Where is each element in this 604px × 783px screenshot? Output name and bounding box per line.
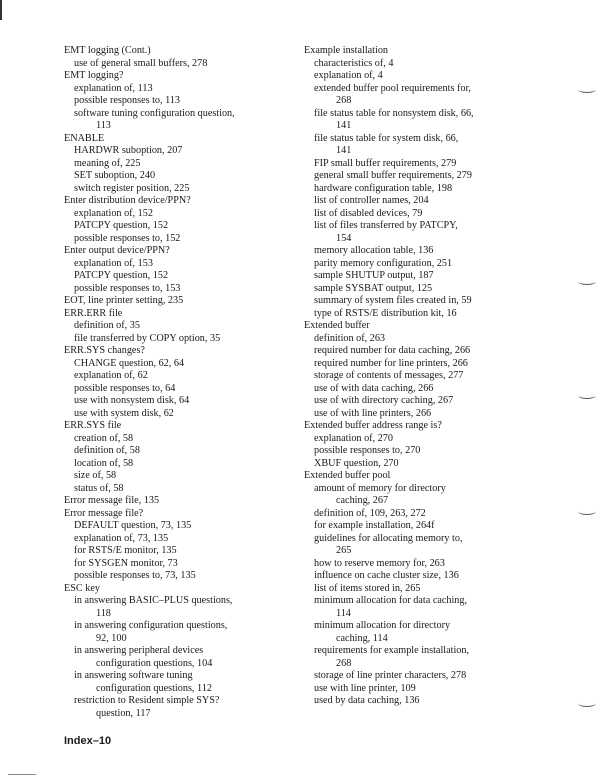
index-entry: requirements for example installation, xyxy=(314,645,470,656)
index-entry: how to reserve memory for, 263 xyxy=(314,557,445,569)
margin-mark xyxy=(578,508,596,515)
index-entry: question, 117 xyxy=(96,707,151,719)
index-entry: use with nonsystem disk, 64 xyxy=(74,395,190,406)
index-entry: general small buffer requirements, 279 xyxy=(314,170,472,181)
index-entry: file status table for nonsystem disk, 66, xyxy=(314,107,474,119)
index-entry: 154 xyxy=(336,232,352,244)
index-entry: size of, 58 xyxy=(74,470,117,481)
index-entry: storage of contents of messages, 277 xyxy=(314,370,464,381)
index-entry: Extended buffer address range is? xyxy=(304,420,442,431)
index-entry: Extended buffer xyxy=(304,320,370,331)
index-column-right xyxy=(304,45,540,708)
index-entry: use of with line printers, 266 xyxy=(314,407,432,419)
index-entry: caching, 267 xyxy=(336,495,389,506)
scan-artifact-line xyxy=(8,774,36,775)
index-entry: configuration questions, 112 xyxy=(96,682,212,694)
index-entry: required number for data caching, 266 xyxy=(314,345,471,356)
index-entry: use with system disk, 62 xyxy=(74,407,174,419)
index-entry: 113 xyxy=(96,120,111,131)
index-entry: PATCPY question, 152 xyxy=(74,270,169,281)
index-entry: file transferred by COPY option, 35 xyxy=(74,332,221,344)
index-entry: possible responses to, 270 xyxy=(314,445,421,456)
index-entry: 92, 100 xyxy=(96,632,127,644)
index-entry: influence on cache cluster size, 136 xyxy=(314,570,459,581)
index-entry: characteristics of, 4 xyxy=(314,57,394,69)
index-entry: sample SHUTUP output, 187 xyxy=(314,270,434,281)
index-entry: EOT, line printer setting, 235 xyxy=(64,295,184,306)
index-column-left xyxy=(64,45,289,720)
index-entry: parity memory configuration, 251 xyxy=(314,257,453,269)
index-entry: ENABLE xyxy=(64,132,105,144)
index-entry: CHANGE question, 62, 64 xyxy=(74,357,185,369)
margin-mark xyxy=(578,278,596,285)
index-entry: sample SYSBAT output, 125 xyxy=(314,282,433,294)
index-entry: for example installation, 264f xyxy=(314,520,435,531)
index-entry: minimum allocation for directory xyxy=(314,620,451,631)
index-entry: explanation of, 113 xyxy=(74,82,153,94)
index-entry: restriction to Resident simple SYS? xyxy=(74,695,220,706)
index-entry: storage of line printer characters, 278 xyxy=(314,670,467,681)
index-entry: definition of, 58 xyxy=(74,445,140,456)
index-entry: Error message file? xyxy=(64,507,144,519)
index-entry: ESC key xyxy=(64,582,100,594)
index-entry: 268 xyxy=(336,657,352,669)
index-entry: Error message file, 135 xyxy=(64,495,160,506)
index-entry: use of general small buffers, 278 xyxy=(74,57,208,69)
index-entry: location of, 58 xyxy=(74,457,134,469)
index-entry: used by data caching, 136 xyxy=(314,695,420,706)
index-entry: Enter distribution device/PPN? xyxy=(64,195,191,206)
index-entry: software tuning configuration question, xyxy=(74,107,235,119)
index-entry: 141 xyxy=(336,145,352,156)
index-entry: definition of, 109, 263, 272 xyxy=(314,507,426,519)
index-entry: 268 xyxy=(336,95,352,106)
index-entry: in answering peripheral devices xyxy=(74,645,204,656)
index-entry: HARDWR suboption, 207 xyxy=(74,145,183,156)
index-entry: switch register position, 225 xyxy=(74,182,190,194)
index-entry: list of disabled devices, 79 xyxy=(314,207,423,219)
index-entry: possible responses to, 152 xyxy=(74,232,181,244)
index-entry: possible responses to, 73, 135 xyxy=(74,570,196,581)
index-entry: explanation of, 152 xyxy=(74,207,153,219)
index-entry: list of items stored in, 265 xyxy=(314,582,421,594)
index-entry: explanation of, 73, 135 xyxy=(74,532,169,544)
index-entry: use of with data caching, 266 xyxy=(314,382,434,394)
index-entry: for SYSGEN monitor, 73 xyxy=(74,557,178,569)
index-entry: ERR.SYS file xyxy=(64,420,122,431)
index-entry: guidelines for allocating memory to, xyxy=(314,532,463,544)
index-entry: definition of, 263 xyxy=(314,332,386,344)
index-entry: configuration questions, 104 xyxy=(96,657,213,669)
index-entry: minimum allocation for data caching, xyxy=(314,595,468,606)
index-entry: possible responses to, 113 xyxy=(74,95,181,106)
index-entry: possible responses to, 64 xyxy=(74,382,176,394)
index-entry: use of with directory caching, 267 xyxy=(314,395,454,406)
index-entry: hardware configuration table, 198 xyxy=(314,182,453,194)
index-entry: explanation of, 153 xyxy=(74,257,153,269)
index-entry: type of RSTS/E distribution kit, 16 xyxy=(314,307,457,319)
index-entry: status of, 58 xyxy=(74,482,124,494)
index-entry: definition of, 35 xyxy=(74,320,140,331)
index-entry: PATCPY question, 152 xyxy=(74,220,169,231)
index-entry: in answering configuration questions, xyxy=(74,620,228,631)
margin-mark xyxy=(578,86,596,93)
index-entry: FIP small buffer requirements, 279 xyxy=(314,157,457,169)
index-entry: summary of system files created in, 59 xyxy=(314,295,472,306)
index-entry: DEFAULT question, 73, 135 xyxy=(74,520,192,531)
margin-mark xyxy=(578,700,596,707)
index-entry: in answering BASIC–PLUS questions, xyxy=(74,595,233,606)
index-entry: ERR.ERR file xyxy=(64,307,123,319)
index-entry: list of controller names, 204 xyxy=(314,195,429,206)
index-entry: use with line printer, 109 xyxy=(314,682,416,694)
index-entry: creation of, 58 xyxy=(74,432,134,444)
index-entry: list of files transferred by PATCPY, xyxy=(314,220,458,231)
index-entry: for RSTS/E monitor, 135 xyxy=(74,545,177,556)
index-entry: in answering software tuning xyxy=(74,670,193,681)
index-entry: 141 xyxy=(336,120,352,131)
index-entry: explanation of, 4 xyxy=(314,70,383,81)
index-entry: required number for line printers, 266 xyxy=(314,357,468,369)
index-entry: Extended buffer pool xyxy=(304,470,391,481)
page-number: Index–10 xyxy=(64,735,112,747)
index-entry: explanation of, 270 xyxy=(314,432,393,444)
index-entry: Example installation xyxy=(304,45,389,56)
index-entry: Enter output device/PPN? xyxy=(64,245,170,256)
index-entry: possible responses to, 153 xyxy=(74,282,181,294)
binding-mark xyxy=(0,0,2,20)
index-entry: file status table for system disk, 66, xyxy=(314,132,459,144)
index-entry: ERR.SYS changes? xyxy=(64,345,145,356)
index-entry: 114 xyxy=(336,607,351,619)
index-entry: explanation of, 62 xyxy=(74,370,148,381)
index-entry: 118 xyxy=(96,607,111,619)
index-entry: amount of memory for directory xyxy=(314,482,446,494)
index-entry: meaning of, 225 xyxy=(74,157,141,169)
index-entry: SET suboption, 240 xyxy=(74,170,156,181)
index-entry: extended buffer pool requirements for, xyxy=(314,82,471,94)
index-entry: caching, 114 xyxy=(336,632,388,644)
margin-mark xyxy=(578,392,596,399)
index-entry: EMT logging (Cont.) xyxy=(64,45,151,56)
index-entry: EMT logging? xyxy=(64,70,124,81)
index-entry: memory allocation table, 136 xyxy=(314,245,434,256)
index-entry: XBUF question, 270 xyxy=(314,457,399,469)
index-entry: 265 xyxy=(336,545,352,556)
